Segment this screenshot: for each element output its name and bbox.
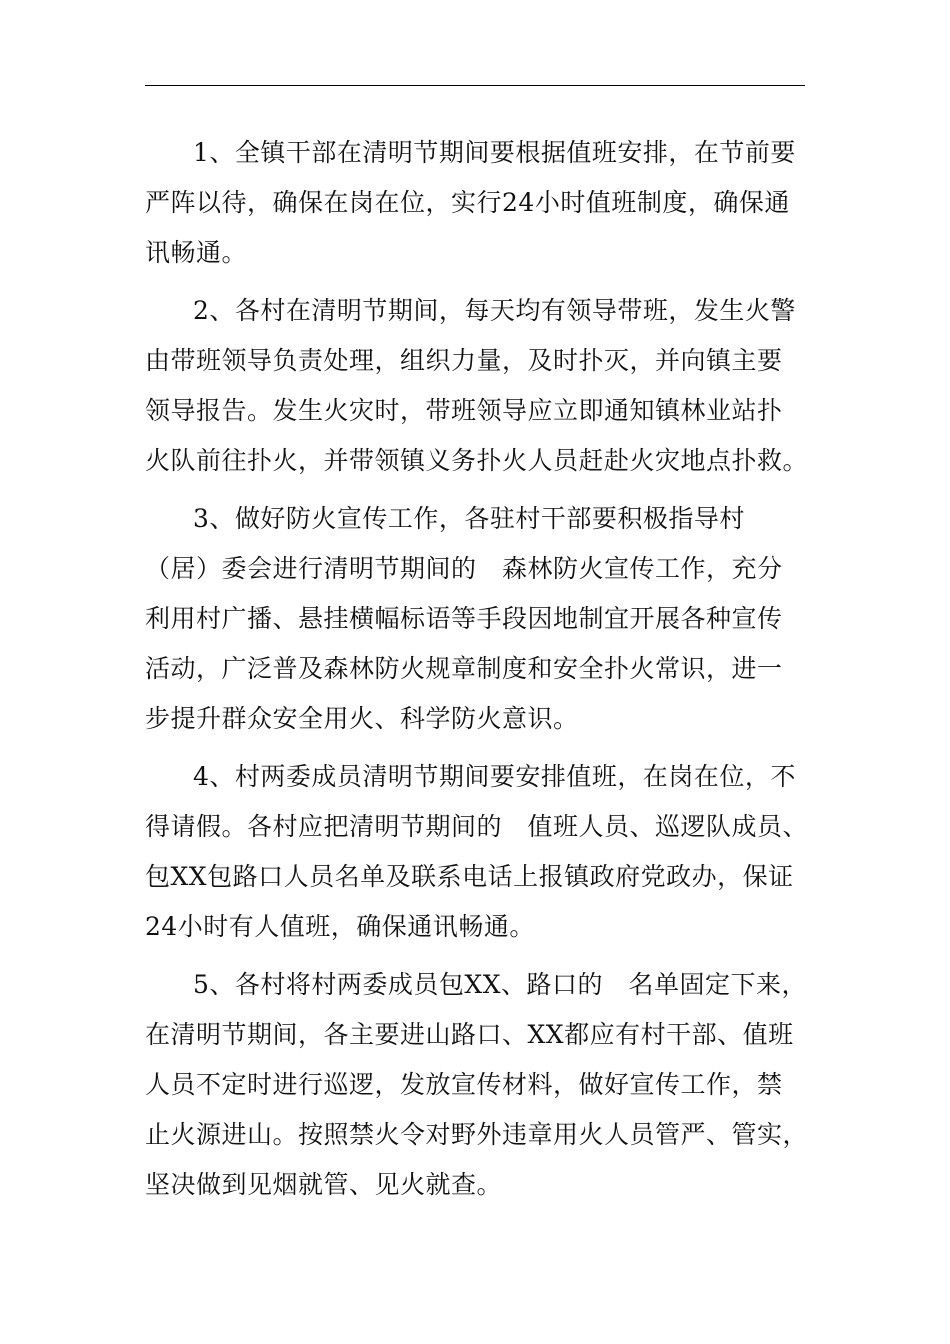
paragraph-line: 5、各村将村两委成员包XX、路口的 名单固定下来， (193, 970, 808, 999)
paragraph-2 (145, 286, 809, 486)
paragraph-line: 在清明节期间，各主要进山路口、XX都应有村干部、值班 (145, 1020, 794, 1049)
paragraph-line: 讯畅通。 (145, 238, 248, 267)
paragraph-line: 严阵以待，确保在岗在位，实行24小时值班制度，确保通 (145, 188, 790, 217)
header-rule (145, 85, 805, 86)
paragraph-line: 坚决做到见烟就管、见火就查。 (145, 1170, 503, 1199)
paragraph-line: 活动，广泛普及森林防火规章制度和安全扑火常识，进一 (145, 654, 783, 683)
paragraph-line: 4、村两委成员清明节期间要安排值班，在岗在位，不 (193, 762, 796, 791)
paragraph-1 (145, 128, 805, 278)
paragraph-5 (145, 960, 809, 1210)
paragraph-line: 3、做好防火宣传工作，各驻村干部要积极指导村 (193, 504, 745, 533)
paragraph-line: 领导报告。发生火灾时，带班领导应立即通知镇林业站扑 (145, 396, 783, 425)
paragraph-line: 利用村广播、悬挂横幅标语等手段因地制宜开展各种宣传 (145, 604, 783, 633)
paragraph-line: 包XX包路口人员名单及联系电话上报镇政府党政办，保证 (145, 862, 794, 891)
paragraph-3 (145, 494, 805, 744)
paragraph-line: 2、各村在清明节期间，每天均有领导带班，发生火警 (193, 296, 796, 325)
paragraph-line: 24小时有人值班，确保通讯畅通。 (145, 912, 535, 941)
paragraph-line: （居）委会进行清明节期间的 森林防火宣传工作，充分 (145, 554, 783, 583)
paragraph-line: 1、全镇干部在清明节期间要根据值班安排，在节前要 (193, 138, 796, 167)
document-body (145, 128, 809, 1218)
paragraph-line: 步提升群众安全用火、科学防火意识。 (145, 704, 579, 733)
paragraph-line: 止火源进山。按照禁火令对野外违章用火人员管严、管实， (145, 1120, 809, 1149)
paragraph-line: 得请假。各村应把清明节期间的 值班人员、巡逻队成员、 (145, 812, 809, 841)
paragraph-line: 由带班领导负责处理，组织力量，及时扑灭，并向镇主要 (145, 346, 783, 375)
paragraph-line: 人员不定时进行巡逻，发放宣传材料，做好宣传工作，禁 (145, 1070, 783, 1099)
paragraph-4 (145, 752, 809, 952)
paragraph-line: 火队前往扑火，并带领镇义务扑火人员赶赴火灾地点扑救。 (145, 446, 809, 475)
